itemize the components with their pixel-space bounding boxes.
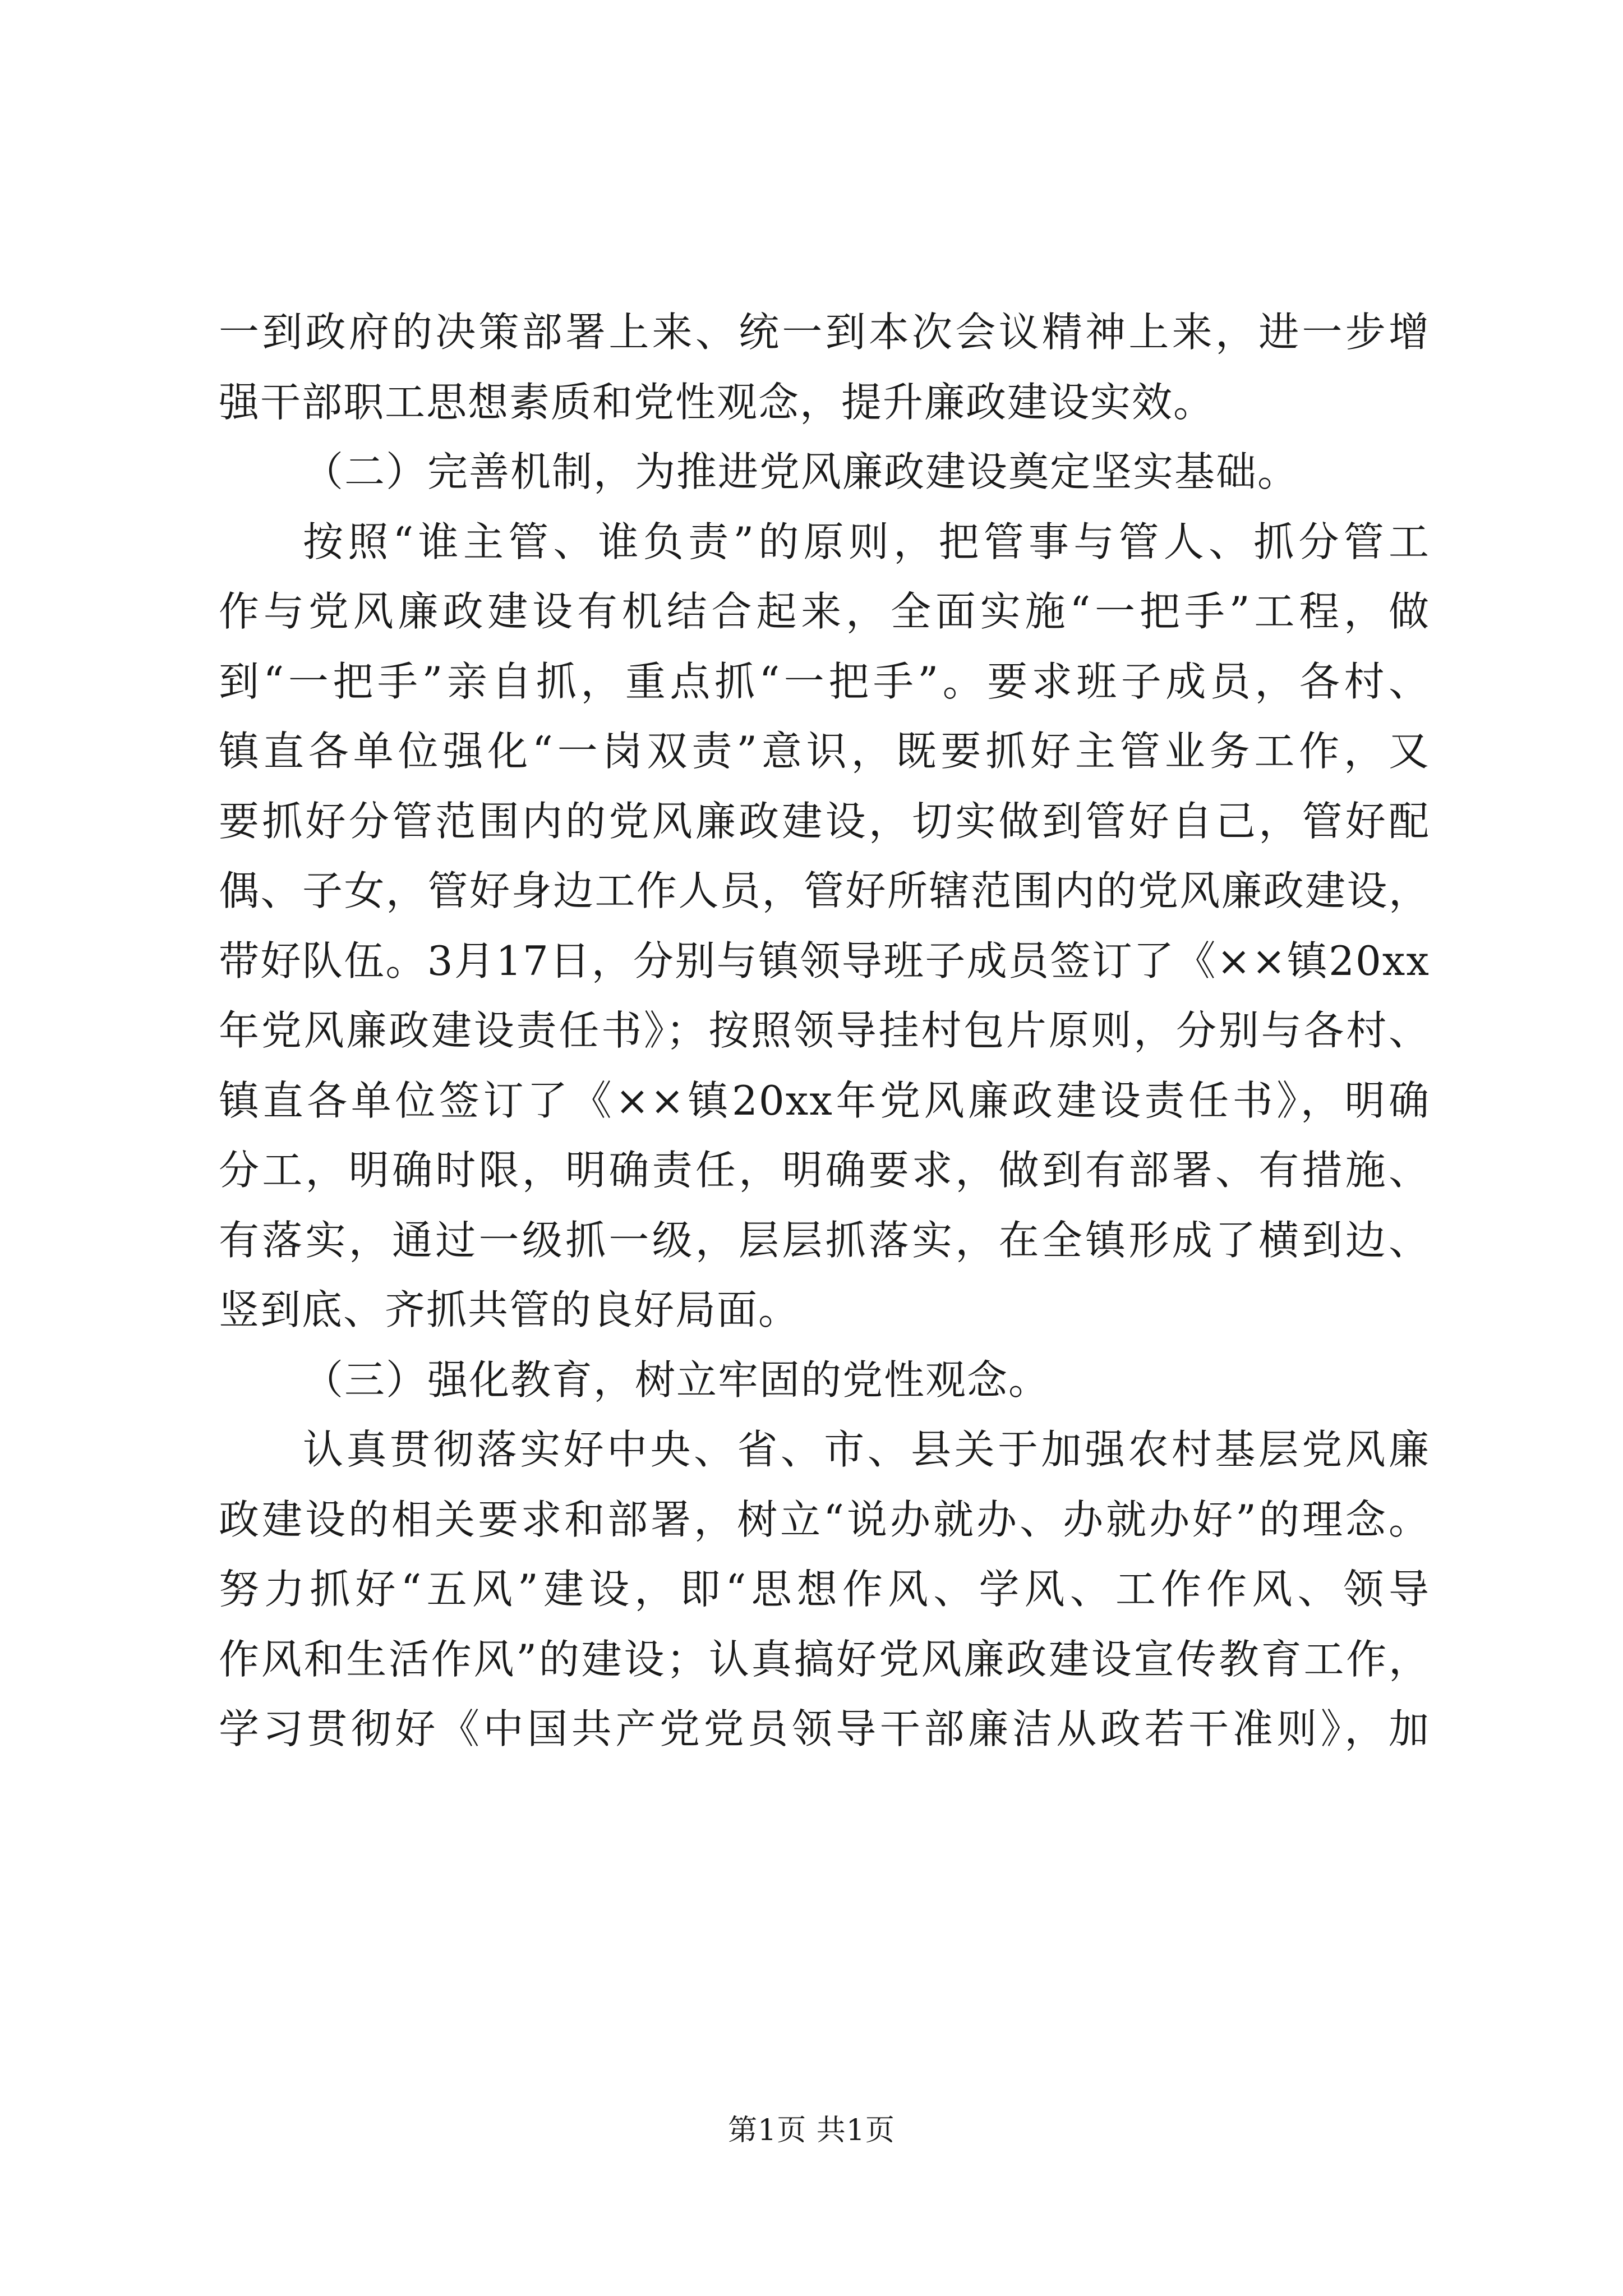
- text-line: 镇直各单位强化“一岗双责”意识，既要抓好主管业务工作，又: [219, 728, 1430, 775]
- text-line: 分工，明确时限，明确责任，明确要求，做到有部署、有措施、: [219, 1147, 1430, 1194]
- text-line: 带好队伍。3月17日，分别与镇领导班子成员签订了《××镇20xx: [219, 937, 1430, 984]
- text-line: 认真贯彻落实好中央、省、市、县关于加强农村基层党风廉: [303, 1426, 1430, 1473]
- text-line: 作风和生活作风”的建设；认真搞好党风廉政建设宣传教育工作，: [219, 1635, 1430, 1683]
- text-line: 到“一把手”亲自抓，重点抓“一把手”。要求班子成员，各村、: [219, 657, 1430, 705]
- document-body: [219, 297, 1430, 1764]
- text-line: 按照“谁主管、谁负责”的原则，把管事与管人、抓分管工: [303, 518, 1430, 565]
- text-line: 政建设的相关要求和部署，树立“说办就办、办就办好”的理念。: [219, 1496, 1430, 1543]
- text-line: 镇直各单位签订了《××镇20xx年党风廉政建设责任书》，明确: [219, 1076, 1430, 1124]
- text-line: 竖到底、齐抓共管的良好局面。: [219, 1286, 800, 1333]
- text-line: 强干部职工思想素质和党性观念，提升廉政建设实效。: [219, 378, 1215, 426]
- section-heading: （二）完善机制，为推进党风廉政建设奠定坚实基础。: [303, 448, 1299, 495]
- text-line: 要抓好分管范围内的党风廉政建设，切实做到管好自己，管好配: [219, 797, 1430, 845]
- text-line: 一到政府的决策部署上来、统一到本次会议精神上来，进一步增: [219, 309, 1430, 356]
- text-line: 有落实，通过一级抓一级，层层抓落实，在全镇形成了横到边、: [219, 1216, 1430, 1264]
- text-line: 学习贯彻好《中国共产党党员领导干部廉洁从政若干准则》，加: [219, 1705, 1430, 1752]
- page-footer: 第1页 共1页: [728, 2114, 895, 2147]
- text-line: 作与党风廉政建设有机结合起来，全面实施“一把手”工程，做: [219, 588, 1430, 635]
- text-line: 年党风廉政建设责任书》；按照领导挂村包片原则，分别与各村、: [219, 1007, 1430, 1054]
- text-line: 偶、子女，管好身边工作人员，管好所辖范围内的党风廉政建设，: [219, 867, 1430, 914]
- section-heading: （三）强化教育，树立牢固的党性观念。: [303, 1356, 1050, 1404]
- text-line: 努力抓好“五风”建设，即“思想作风、学风、工作作风、领导: [219, 1566, 1430, 1613]
